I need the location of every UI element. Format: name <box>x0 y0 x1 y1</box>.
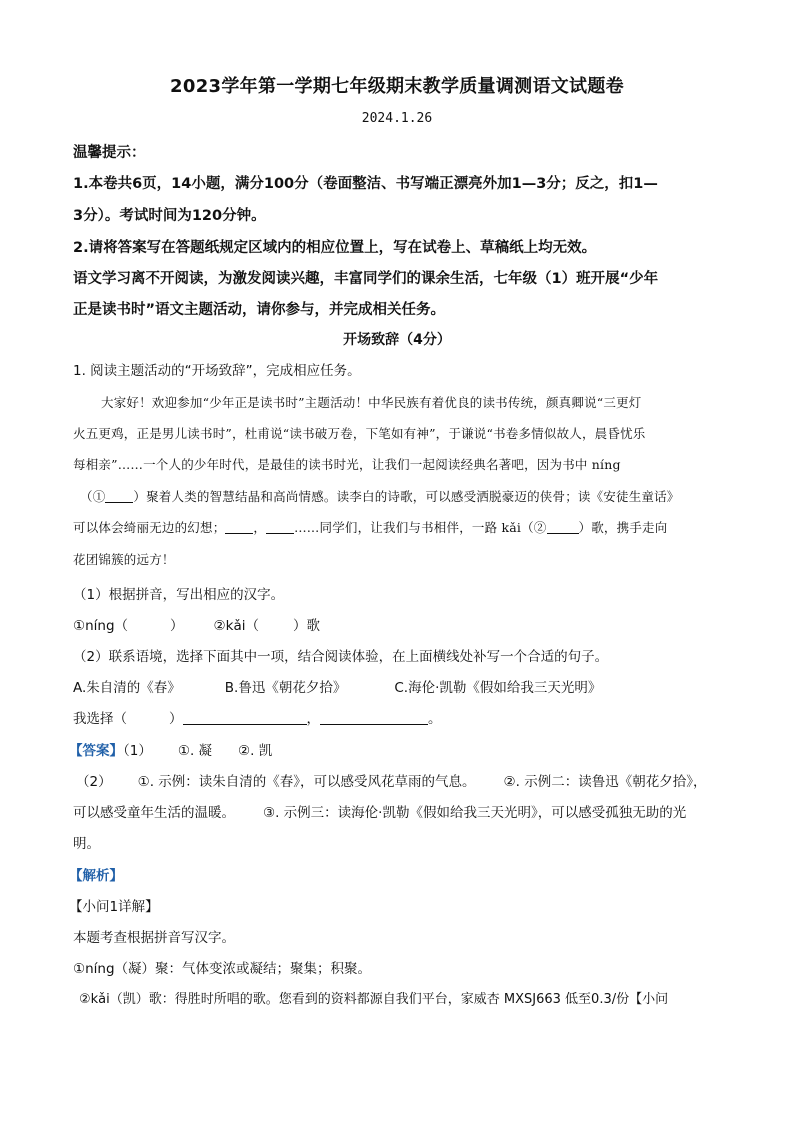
passage-line-4 <box>80 487 680 505</box>
task-1-opt-1: ①níng（ <box>73 618 129 634</box>
answer-line-1 <box>69 739 272 759</box>
analysis-label: 【解析】 <box>69 868 123 884</box>
task-1: （1）根据拼音，写出相应的汉字。 <box>73 587 285 603</box>
passage-line-5-a: 可以体会绮丽无边的幻想； <box>73 520 226 535</box>
answer-example-3: ③. 示例三：读海伦·凯勒《假如给我三天光明》，可以感受孤独无助的光 <box>263 805 687 821</box>
blank-1-open: （① <box>80 489 106 504</box>
passage-line-4-text: ）聚着人类的智慧结晶和高尚情感。读李白的诗歌，可以感受洒脱豪迈的侠骨；读《安徒生童话》 <box>133 489 680 504</box>
section-heading: 开场致辞（4分） <box>343 332 451 348</box>
task-2-options <box>73 676 601 696</box>
passage-comma: ， <box>253 520 267 535</box>
passage-line-2: 火五更鸡，正是男儿读书时”，杜甫说“读书破万卷，下笔如有神”，于谦说“书卷多情似故人，晨昏忧乐 <box>73 426 646 441</box>
analysis-desc: 本题考查根据拼音写汉字。 <box>73 930 235 946</box>
blank-1[interactable] <box>105 489 133 503</box>
option-c: C.海伦·凯勒《假如给我三天光明》 <box>394 680 602 696</box>
task-1-opt-2: ②kǎi（ <box>213 618 259 634</box>
intro-line-1: 语文学习离不开阅读，为激发阅读兴趣，丰富同学们的课余生活，七年级（1）班开展“少年 <box>73 271 659 287</box>
answer-label: 【答案】 <box>69 743 123 759</box>
notice-item-2: 2.请将答案写在答题纸规定区域内的相应位置上，写在试卷上、草稿纸上均无效。 <box>73 240 597 256</box>
answer-example-3-cont: 明。 <box>73 836 100 852</box>
option-b: B.鲁迅《朝花夕拾》 <box>224 680 347 696</box>
passage-line-6: 花团锦簇的远方！ <box>73 552 175 567</box>
answer-blank-1[interactable] <box>183 711 307 725</box>
blank-sentence-1[interactable] <box>225 520 253 534</box>
passage-line-1: 大家好！欢迎参加“少年正是读书时”主题活动！中华民族有着优良的读书传统，颜真卿说“三更灯 <box>101 395 642 410</box>
answer-1-1: ①. 凝 <box>177 743 213 759</box>
choose-line <box>73 707 442 727</box>
passage-line-3: 每相亲”……一个人的少年时代，是最佳的读书时光，让我们一起阅读经典名著吧，因为书中 níng <box>73 457 621 472</box>
intro-line-2: 正是读书时”语文主题活动，请你参与，并完成相关任务。 <box>73 302 446 318</box>
blank-sentence-2[interactable] <box>266 520 294 534</box>
option-a: A.朱自清的《春》 <box>73 680 181 696</box>
answer-part-1: （1） <box>123 743 152 759</box>
choose-close: ） <box>169 711 183 727</box>
choose-comma: ， <box>306 711 320 727</box>
answer-example-2: ②. 示例二：读鲁迅《朝花夕拾》， <box>503 774 707 790</box>
choose-label: 我选择（ <box>73 711 127 727</box>
page-title: 2023学年第一学期七年级期末教学质量调测语文试题卷 <box>170 76 624 97</box>
task-1-opt-2-close: ）歌 <box>293 618 320 634</box>
analysis-sub-1: 【小问1详解】 <box>69 899 159 915</box>
passage-line-5-d: ）歌，携手走向 <box>578 520 668 535</box>
answer-1-2: ②. 凯 <box>238 743 273 759</box>
notice-heading: 温馨提示： <box>73 145 146 161</box>
answer-line-3 <box>73 801 686 821</box>
notice-item-1-cont: 3分）。考试时间为120分钟。 <box>73 208 266 224</box>
answer-blank-2[interactable] <box>320 711 428 725</box>
task-1-opt-1-close: ） <box>170 618 184 634</box>
answer-example-1: ①. 示例：读朱自清的《春》，可以感受风花草雨的气息。 <box>137 774 476 790</box>
choose-period: 。 <box>428 711 442 727</box>
exam-date: 2024.1.26 <box>361 111 433 126</box>
notice-item-1: 1.本卷共6页，14小题，满分100分（卷面整洁、书写端正漂亮外加1—3分；反之，扣1— <box>73 176 658 192</box>
answer-part-2: （2） <box>76 774 112 790</box>
passage-line-5-c: ……同学们，让我们与书相伴，一路 kǎi（② <box>294 520 547 535</box>
answer-example-2-cont: 可以感受童年生活的温暖。 <box>73 805 235 821</box>
task-2: （2）联系语境，选择下面其中一项，结合阅读体验，在上面横线处补写一个合适的句子。 <box>73 649 609 665</box>
blank-2[interactable] <box>547 520 579 534</box>
answer-line-2 <box>76 770 706 790</box>
passage-line-5 <box>73 518 667 536</box>
question-1: 1. 阅读主题活动的“开场致辞”，完成相应任务。 <box>73 363 361 379</box>
analysis-item-1: ①níng（凝）聚：气体变浓或凝结；聚集；积聚。 <box>73 961 372 977</box>
analysis-item-2: ②kǎi（凯）歌：得胜时所唱的歌。您看到的资料都源自我们平台，家威杏 MXSJ663 低至0.3/份【小问 <box>79 992 669 1007</box>
task-1-options <box>73 614 320 634</box>
